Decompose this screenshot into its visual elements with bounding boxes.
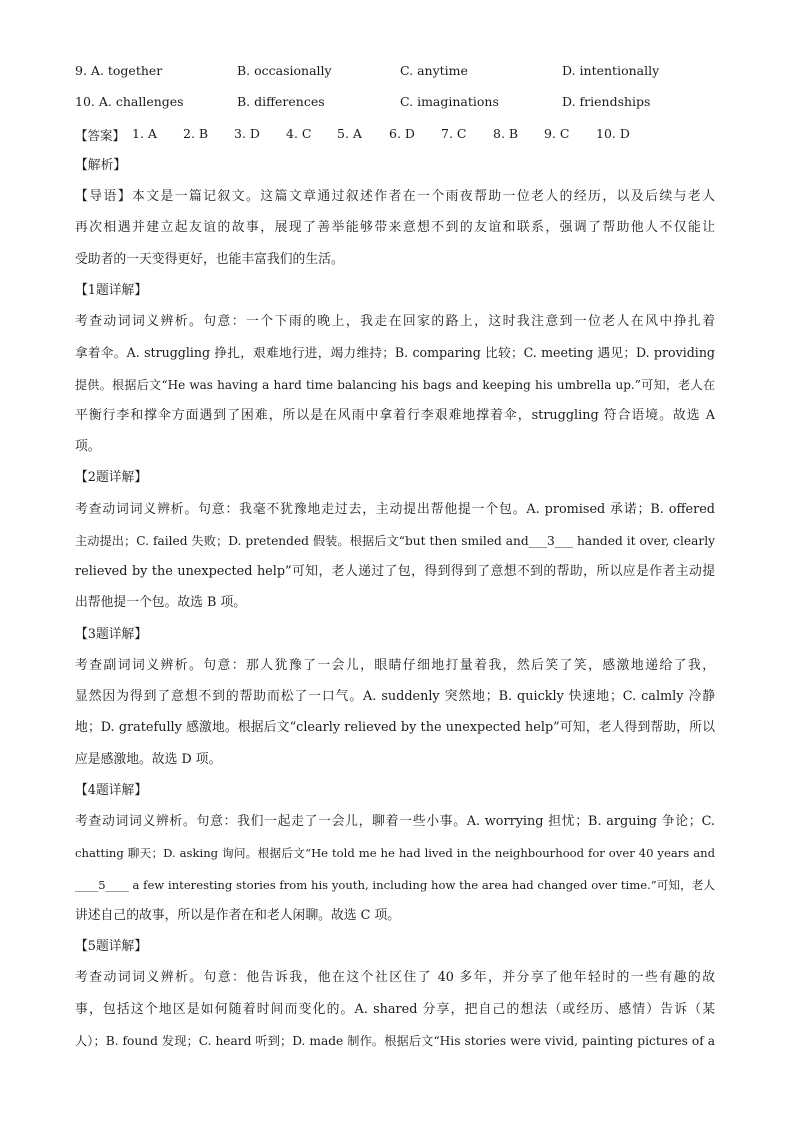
- text-line: 考查动词词义辨析。句意：他告诉我，他在这个社区住了 40 多年，并分享了他年轻时的一些有趣的故: [75, 970, 715, 985]
- answer-3: 3. D: [234, 126, 260, 141]
- answer-key: [75, 126, 735, 146]
- section-heading-2: 【2题详解】: [75, 470, 148, 485]
- question-9-options: [75, 63, 735, 83]
- text-line: 考查动词词义辨析。句意：我们一起走了一会儿，聊着一些小事。A. worrying 担忧；B. arguing 争论；C.: [75, 814, 715, 829]
- text-line: 出帮他提一个包。故选 B 项。: [75, 595, 247, 610]
- analysis-heading: 【解析】: [75, 158, 127, 173]
- answer-label: 【答案】: [75, 128, 126, 143]
- answer-1: 1. A: [132, 126, 157, 141]
- q10-option-a: 10. A. challenges: [75, 94, 184, 109]
- answer-5: 5. A: [337, 126, 362, 141]
- answer-2: 2. B: [183, 126, 209, 141]
- text-line: relieved by the unexpected help”可知，老人递过了包，得到得到了意想不到的帮助，所以应是作者主动提: [75, 564, 715, 579]
- answer-8: 8. B: [493, 126, 519, 141]
- text-line: 受助者的一天变得更好，也能丰富我们的生活。: [75, 252, 344, 267]
- text-line: chatting 聊天；D. asking 询问。根据后文“He told me he had lived in the neighbourhood for over 40 years and: [75, 846, 715, 860]
- q10-option-d: D. friendships: [562, 94, 651, 109]
- section-heading-1: 【1题详解】: [75, 283, 148, 298]
- text-line: 显然因为得到了意想不到的帮助而松了一口气。A. suddenly 突然地；B. quickly 快速地；C. calmly 冷静: [75, 689, 715, 704]
- text-line: 应是感激地。故选 D 项。: [75, 752, 222, 767]
- section-heading-5: 【5题详解】: [75, 939, 148, 954]
- answer-4: 4. C: [286, 126, 312, 141]
- text-line: 拿着伞。A. struggling 挣扎，艰难地行进，竭力维持；B. comparing 比较；C. meeting 遇见；D. providing: [75, 345, 715, 360]
- text-line: 事，包括这个地区是如何随着时间而变化的。A. shared 分享，把自己的想法（或经历、感情）告诉（某: [75, 1002, 715, 1017]
- text-line: 人）；B. found 发现；C. heard 听到；D. made 制作。根据后文“His stories were vivid, painting pictures of a: [75, 1034, 715, 1048]
- answer-10: 10. D: [596, 126, 630, 141]
- q9-option-c: C. anytime: [400, 63, 468, 78]
- text-line: 讲述自己的故事，所以是作者在和老人闲聊。故选 C 项。: [75, 908, 401, 923]
- text-line: 【导语】本文是一篇记叙文。这篇文章通过叙述作者在一个雨夜帮助一位老人的经历，以及后续与老人: [75, 189, 715, 204]
- q10-option-c: C. imaginations: [400, 94, 499, 109]
- text-line: 考查动词词义辨析。句意：一个下雨的晚上，我走在回家的路上，这时我注意到一位老人在风中挣扎着: [75, 314, 715, 329]
- text-line: 主动提出；C. failed 失败；D. pretended 假装。根据后文“but then smiled and___3___ handed it over, clearly: [75, 534, 715, 548]
- q9-option-d: D. intentionally: [562, 63, 660, 78]
- text-line: 项。: [75, 439, 101, 454]
- text-line: 地；D. gratefully 感激地。根据后文“clearly relieved by the unexpected help”可知，老人得到帮助，所以: [75, 720, 715, 735]
- answer-6: 6. D: [389, 126, 415, 141]
- section-heading-4: 【4题详解】: [75, 783, 148, 798]
- q10-option-b: B. differences: [237, 94, 325, 109]
- q9-option-b: B. occasionally: [237, 63, 332, 78]
- text-line: 提供。根据后文“He was having a hard time balancing his bags and keeping his umbrella up.”可知，老人在: [75, 378, 715, 392]
- text-line: 再次相遇并建立起友谊的故事，展现了善举能够带来意想不到的友谊和联系，强调了帮助他人不仅能让: [75, 220, 715, 235]
- section-heading-3: 【3题详解】: [75, 627, 148, 642]
- text-line: 考查副词词义辨析。句意：那人犹豫了一会儿，眼睛仔细地打量着我，然后笑了笑，感激地递给了我，: [75, 658, 715, 673]
- text-line: 考查动词词义辨析。句意：我毫不犹豫地走过去，主动提出帮他提一个包。A. promised 承诺；B. offered: [75, 502, 715, 517]
- question-10-options: [75, 94, 735, 114]
- text-line: ____5____ a few interesting stories from his youth, including how the area had changed over time.”可知，老人: [75, 878, 715, 892]
- answer-7: 7. C: [441, 126, 467, 141]
- q9-option-a: 9. A. together: [75, 63, 163, 78]
- text-line: 平衡行李和撑伞方面遇到了困难，所以是在风雨中拿着行李艰难地撑着伞，struggling 符合语境。故选 A: [75, 408, 715, 423]
- answer-9: 9. C: [544, 126, 570, 141]
